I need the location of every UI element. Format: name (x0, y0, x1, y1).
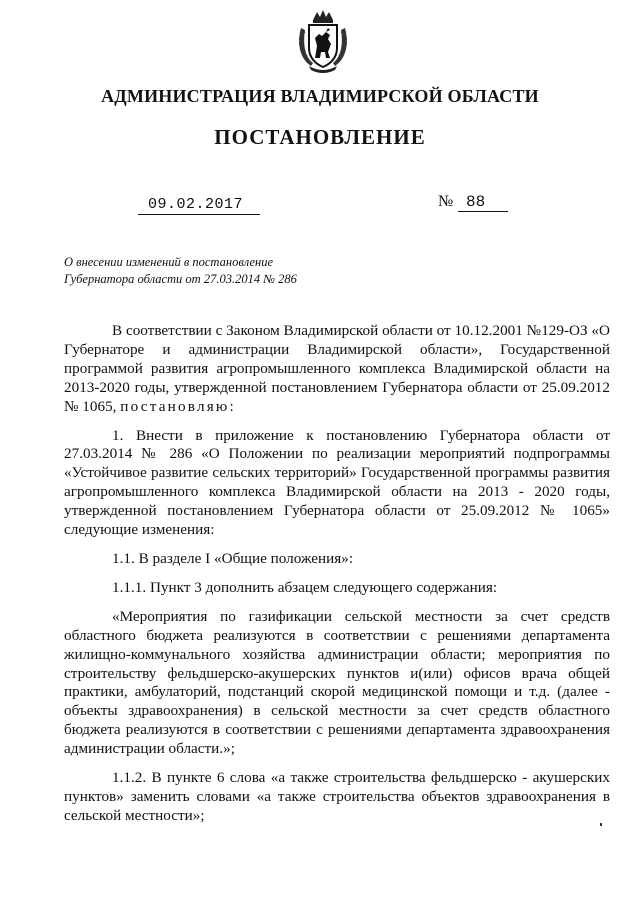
document-subject (64, 254, 297, 288)
document-type: ПОСТАНОВЛЕНИЕ (214, 125, 426, 149)
scan-speck (600, 823, 602, 826)
clause-1: 1. Внести в приложение к постановлению Губернатора области от 27.03.2014 № 286 «О Положении по реализации мероприятий подпрограммы «Устойчивое развитие сельских территорий» Государственной программы развития агропромышленного комплекса Владимирской области на 2013 - 2020 годы, утвержденной постановлением Губернатора области от 25.09.2012 № 1065» следующие изменения: (64, 426, 610, 539)
subject-line-2: Губернатора области от 27.03.2014 № 286 (64, 272, 297, 286)
preamble-paragraph (64, 322, 610, 417)
preamble-text: В соответствии с Законом Владимирской области от 10.12.2001 №129-ОЗ «О Губернаторе и администрации Владимирской области», Государственной программой развития агропромышленного комплекса Владимирской области на 2013-2020 годы, утвержденной постановлением Губернатора области от 25.09.2012 № 1065, (64, 322, 610, 415)
coat-of-arms-icon (295, 8, 351, 74)
resolution-word: постановляю: (120, 397, 236, 415)
subject-line-1: О внесении изменений в постановление (64, 255, 274, 269)
organization-title: АДМИНИСТРАЦИЯ ВЛАДИМИРСКОЙ ОБЛАСТИ (101, 86, 539, 106)
document-number: 88 (458, 193, 508, 212)
clause-1-1: 1.1. В разделе I «Общие положения»: (112, 549, 354, 567)
clause-1-1-2: 1.1.2. В пункте 6 слова «а также строительства фельдшерско - акушерских пунктов» заменить словами «а также строительства объектов здравоохранения в сельской местности»; (64, 769, 610, 824)
clause-1-1-1: 1.1.1. Пункт 3 дополнить абзацем следующего содержания: (112, 578, 498, 596)
quoted-addition: «Мероприятия по газификации сельской местности за счет средств областного бюджета реализуются в соответствии с решениями департамента жилищно-коммунального хозяйства администрации области; мероприятия по строительству фельдшерско-акушерских пунктов и(или) офисов врача общей практики, амбулаторий, подстанций скорой медицинской помощи и т.д. (далее - объекты здравоохранения) в сельской местности за счет средств областного бюджета реализуются в соответствии с решениями департамента здравоохранения администрации области.»; (64, 607, 610, 758)
document-date: 09.02.2017 (138, 196, 260, 215)
document-body (64, 322, 610, 826)
number-label: № (438, 193, 454, 210)
